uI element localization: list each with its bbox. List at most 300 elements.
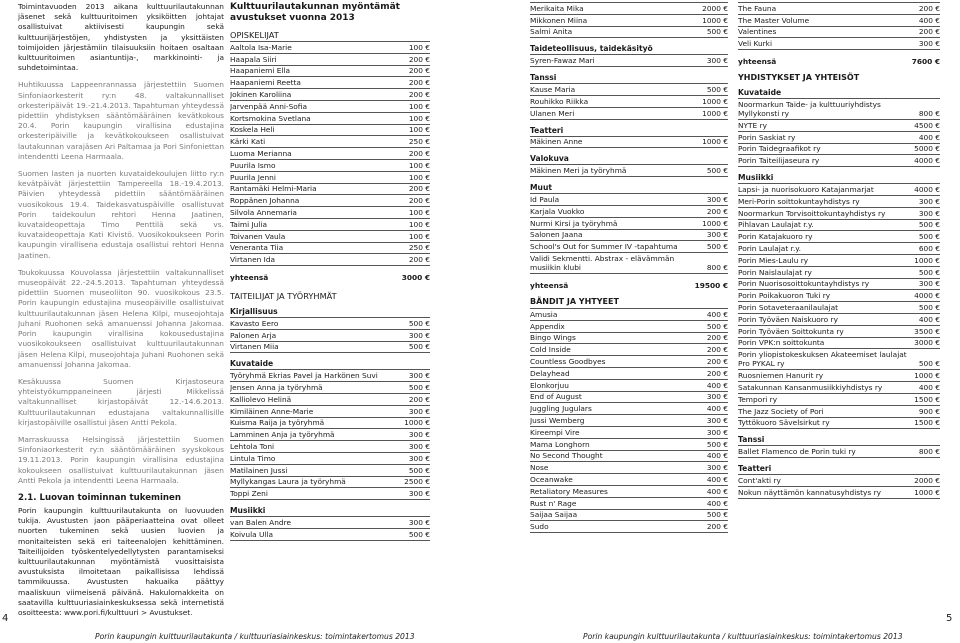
list-item (230, 318, 430, 330)
list-item (230, 406, 430, 418)
list-item (738, 406, 940, 418)
recipient-name: Id Paula (530, 194, 560, 204)
bandit-list (530, 308, 728, 533)
recipient-name: Koskela Heli (230, 125, 275, 135)
grant-amount: 400 € (918, 382, 940, 392)
list-item (530, 392, 728, 404)
subcat-muut: Muut (530, 183, 552, 193)
list-item (230, 113, 430, 125)
grant-amount: 1000 € (702, 218, 728, 228)
list-item (530, 84, 728, 96)
recipient-name: Porin yliopistokeskuksen Akateemiset laulajat Pro PYKAL ry (738, 350, 907, 369)
grant-amount: 100 € (408, 101, 430, 111)
recipient-name: Valentines (738, 27, 777, 37)
paragraph: Huhtikuussa Lappeenrannassa järjestettiin Suomen Sinfoniaorkesterit ry:n 48. valtakunnalliset orkesteripäivät 19.-21.4.2013. Tapahtuman yhteydessä pidettiin yhdistyksen sääntömääräinen kevätkokous 20.4. Porin kaupungin virallisina edustajina orkesteripäiville ja kevätkokoukseen osallistuivat lautakunnan varajäsen Ari Paltamaa ja Pori Sinfoniettan intendentti Leena Harmaala. (18, 80, 224, 161)
recipient-name: Porin VPK:n soittokunta (738, 338, 825, 348)
list-item (738, 267, 940, 279)
recipient-name: Puurila Ismo (230, 160, 276, 170)
grant-amount: 500 € (706, 439, 728, 449)
list-item (230, 54, 430, 66)
tanssi-yhd-list (738, 445, 940, 458)
recipient-name: Nose (530, 463, 549, 473)
taiteilijat-total (530, 280, 728, 291)
grant-amount: 400 € (918, 15, 940, 25)
grant-amount: 400 € (706, 486, 728, 496)
recipient-name: Kavasto Eero (230, 318, 279, 328)
grant-amount: 4000 € (914, 291, 940, 301)
recipient-name: Matilainen Jussi (230, 465, 288, 475)
list-item (530, 55, 728, 67)
grant-amount: 400 € (706, 309, 728, 319)
list-item (230, 42, 430, 54)
recipient-name: The Master Volume (738, 15, 810, 25)
grant-amount: 200 € (408, 78, 430, 88)
recipient-name: Toppi Zeni (230, 489, 268, 499)
total-amount: 3000 € (401, 272, 430, 282)
grant-amount: 500 € (918, 232, 940, 242)
grant-amount: 100 € (408, 42, 430, 52)
recipient-name: Kireempi Vire (530, 427, 580, 437)
category-bandit: BÄNDIT JA YHTYEET (530, 296, 619, 306)
grant-amount: 100 € (408, 219, 430, 229)
category-opiskelijat: OPISKELIJAT (230, 30, 279, 40)
recipient-name: Virtanen Miia (230, 342, 279, 352)
list-item (230, 172, 430, 184)
grant-amount: 500 € (706, 510, 728, 520)
total-label: yhteensä (230, 272, 269, 282)
list-item (738, 208, 940, 220)
list-item (530, 108, 728, 120)
grant-amount: 1000 € (702, 15, 728, 25)
recipient-name: Toivanen Vaula (230, 231, 286, 241)
list-item (230, 517, 430, 529)
grant-amount: 300 € (706, 230, 728, 240)
subcat-teatteri: Teatteri (530, 125, 564, 135)
list-item (530, 521, 728, 533)
recipient-name: Lamminen Anja ja työryhmä (230, 430, 335, 440)
grant-amount: 1500 € (914, 418, 940, 428)
list-item (530, 309, 728, 321)
grant-amount: 300 € (918, 196, 940, 206)
list-item (230, 330, 430, 342)
grant-amount: 200 € (918, 27, 940, 37)
recipient-name: Rust n' Rage (530, 498, 577, 508)
grant-amount: 100 € (408, 160, 430, 170)
recipient-name: Nokun näyttämön kannatusyhdistys ry (738, 487, 882, 497)
teatteri-yhd-list (738, 474, 940, 499)
list-item (230, 342, 430, 354)
grant-amount: 200 € (706, 345, 728, 355)
subcat-teatteri-yhd: Teatteri (738, 464, 772, 474)
grant-amount: 200 € (408, 255, 430, 265)
list-item (230, 207, 430, 219)
grant-amount: 300 € (408, 371, 430, 381)
kuvataide-list (230, 369, 430, 500)
recipient-name: Oceanwake (530, 474, 573, 484)
recipient-name: Kuisma Raija ja työryhmä (230, 418, 325, 428)
grant-amount: 300 € (706, 415, 728, 425)
grant-amount: 300 € (918, 208, 940, 218)
grant-amount: 200 € (706, 356, 728, 366)
grant-amount: 500 € (408, 318, 430, 328)
recipient-name: Virtanen Ida (230, 255, 276, 265)
grant-amount: 3000 € (914, 338, 940, 348)
list-item (738, 231, 940, 243)
grant-amount: 800 € (918, 447, 940, 457)
recipient-name: Karjala Vuokko (530, 206, 585, 216)
grant-amount: 400 € (706, 380, 728, 390)
grant-amount: 400 € (706, 474, 728, 484)
valokuva-list (530, 164, 728, 177)
list-item (230, 441, 430, 453)
grant-amount: 500 € (706, 166, 728, 176)
grant-amount: 4000 € (914, 184, 940, 194)
page-number-right: 5 (946, 613, 953, 624)
total-amount: 19500 € (694, 280, 728, 290)
grant-amount: 300 € (706, 463, 728, 473)
list-item (530, 241, 728, 253)
grant-amount: 300 € (706, 56, 728, 66)
list-item (230, 382, 430, 394)
subcat-musiikki-yhd: Musiikki (738, 173, 774, 183)
list-item (738, 302, 940, 314)
recipient-name: Ruosniemen Hanurit ry (738, 371, 824, 381)
column-3 (530, 2, 728, 533)
list-item (230, 453, 430, 465)
list-item (738, 155, 940, 167)
grant-amount: 300 € (706, 392, 728, 402)
recipient-name: Appendix (530, 321, 565, 331)
list-item (230, 477, 430, 489)
grant-amount: 1000 € (702, 108, 728, 118)
recipient-name: Koivula Ulla (230, 529, 274, 539)
list-item (230, 195, 430, 207)
recipient-name: Noormarkun Torvisoittokuntayhdistys ry (738, 208, 886, 218)
grant-amount: 300 € (408, 406, 430, 416)
page-number-left: 4 (2, 613, 9, 624)
grant-amount: 1000 € (914, 255, 940, 265)
list-item (530, 439, 728, 451)
paragraph: Marraskuussa Helsingissä järjestettiin Suomen Sinfoniaorkesterit ry:n sääntömääräinen syyskokous 19.11.2013. Porin kaupungin virallisina edustajina kokoukseen osallistuivat kulttuurilautakunnan jäsen Antti Pekola ja intendentti Leena Harmaala. (18, 434, 224, 485)
list-item (738, 279, 940, 291)
grant-amount: 1000 € (702, 137, 728, 147)
recipient-name: Rouhikko Riikka (530, 96, 589, 106)
list-item (738, 290, 940, 302)
recipient-name: Porin Taidegraafikot ry (738, 144, 821, 154)
recipient-name: Porin Työväen Naiskuoro ry (738, 314, 838, 324)
list-item (230, 370, 430, 382)
list-item (230, 488, 430, 500)
grant-amount: 600 € (918, 243, 940, 253)
list-item (530, 451, 728, 463)
list-item (738, 487, 940, 499)
list-item (530, 206, 728, 218)
list-item (230, 89, 430, 101)
list-item (530, 3, 728, 15)
recipient-name: Lintula Timo (230, 453, 276, 463)
list-item (530, 510, 728, 522)
list-item (230, 184, 430, 196)
muut-list (530, 193, 728, 274)
column-4 (738, 2, 940, 499)
recipient-name: Cont'akti ry (738, 475, 781, 485)
grant-amount: 500 € (706, 321, 728, 331)
list-item (738, 338, 940, 350)
taideteollisuus-list (530, 54, 728, 67)
list-item (230, 231, 430, 243)
recipient-name: Salonen Jaana (530, 230, 583, 240)
grant-amount: 800 € (918, 108, 940, 118)
grant-amount: 300 € (918, 279, 940, 289)
recipient-name: Roppänen Johanna (230, 196, 300, 206)
grant-amount: 100 € (408, 125, 430, 135)
list-item (738, 418, 940, 430)
section-text: Porin kaupungin kulttuurilautakunta on luovuuden tukija. Avustusten jaon pääperiaatteina ovat olleet nuorten tukeminen sekä uusien luovien ja monitaiteisten sekä eri taiteenalojen kehittäminen. Taiteilijoiden työskentelyedellytysten parantamiseksi kulttuurilautakunnan myöntämistä vuosittaisista avustuksista ilmoitetaan paikallisissa lehdissä tammikuussa. Avustusten hakuaika päättyy maaliskuun viimeisenä päivänä. Hakulomakkeita on saatavilla kulttuuriasiainkeskuksessa sekä internetistä osoitteesta: www.pori.fi/kulttuuri > Avustukset. (18, 505, 224, 617)
recipient-name: Validi Sekmentti. Abstrax - elävämmän musiikin klubi (530, 253, 675, 273)
list-item (230, 243, 430, 255)
recipient-name: Satakunnan Kansanmusiikkiyhdistys ry (738, 382, 883, 392)
list-item (530, 253, 728, 274)
recipient-name: Veneranta Tiia (230, 243, 284, 253)
recipient-name: Jussi Wemberg (530, 415, 585, 425)
recipient-name: Cold Inside (530, 345, 571, 355)
grant-amount: 200 € (918, 3, 940, 13)
list-item (230, 254, 430, 266)
recipient-name: Lapsi- ja nuorisokuoro Katajanmarjat (738, 184, 874, 194)
list-item (738, 314, 940, 326)
recipient-name: Delayhead (530, 368, 570, 378)
paragraph: Kesäkuussa Suomen Kirjastoseura yhteistyökumppaneineen järjesti Mikkelissä valtakunnalliset kirjastopäivät 12.-14.6.2013. Kulttuurilautakunnan edustajana valtakunnallisille kirjastopäiville osallistui jäsen Antti Pekola. (18, 376, 224, 427)
subcat-taideteollisuus: Taideteollisuus, taidekäsityö (530, 44, 653, 54)
subcat-tanssi-yhd: Tanssi (738, 435, 765, 445)
grant-amount: 300 € (408, 489, 430, 499)
grant-amount: 250 € (408, 243, 430, 253)
list-item (738, 3, 940, 15)
recipient-name: Kortsmokina Svetlana (230, 113, 311, 123)
list-item (530, 96, 728, 108)
recipient-name: Kalliolevo Helinä (230, 394, 292, 404)
grant-amount: 500 € (918, 267, 940, 277)
recipient-name: Pihlavan Laulajat r.y. (738, 220, 814, 230)
recipient-name: School's Out for Summer IV -tapahtuma (530, 242, 678, 252)
recipient-name: No Second Thought (530, 451, 603, 461)
grant-amount: 500 € (408, 529, 430, 539)
list-item (738, 475, 940, 487)
grant-amount: 200 € (706, 368, 728, 378)
grant-amount: 400 € (706, 498, 728, 508)
recipient-name: Syren-Fawaz Mari (530, 56, 595, 66)
grant-amount: 1500 € (914, 394, 940, 404)
grant-amount: 2000 € (702, 3, 728, 13)
grant-amount: 500 € (918, 302, 940, 312)
footer-right: Porin kaupungin kulttuurilautakunta / kulttuuriasiainkeskus: toimintakertomus 2013 (583, 632, 903, 641)
list-item (530, 194, 728, 206)
recipient-name: Palonen Arja (230, 330, 277, 340)
list-item (230, 429, 430, 441)
recipient-name: Haapala Siiri (230, 54, 277, 64)
musiikki-list (230, 516, 430, 541)
list-item (230, 219, 430, 231)
list-item (230, 160, 430, 172)
recipient-name: Merikaita Mika (530, 3, 584, 13)
list-item (230, 148, 430, 160)
section-title: 2.1. Luovan toiminnan tukeminen (18, 492, 181, 503)
recipient-name: Lehtola Toni (230, 441, 275, 451)
grant-amount: 500 € (918, 359, 940, 369)
recipient-name: Juggling Jugulars (530, 404, 592, 414)
list-item (738, 27, 940, 39)
recipient-name: Countless Goodbyes (530, 356, 606, 366)
list-item (738, 255, 940, 267)
list-item (530, 462, 728, 474)
musiikki-cont-list (530, 2, 728, 38)
recipient-name: Mäkinen Anne (530, 137, 583, 147)
column-1 (18, 2, 224, 625)
grant-amount: 1000 € (914, 371, 940, 381)
list-item (230, 66, 430, 78)
grant-amount: 200 € (408, 89, 430, 99)
subcat-kuvataide-yhd: Kuvataide (738, 87, 782, 97)
paragraph: Toukokuussa Kouvolassa järjestettiin valtakunnalliset museopäivät 22.-24.5.2013. Tapahtuman yhteydessä pidettiin Suomen museoliiton 90. vuosikokous 23.5. Porin kaupungin edustajina museopäiville osallistuivat kulttuurilautakunnan jäsen Helena Kilpi, museojohtaja Juhani Ruohonen sekä amanuenssi Johanna Jakomaa. Porin kaupungin virallisina kokousedustajina vuosikokoukseen osallistuivat kulttuurilautakunnan jäsen Helena Kilpi, museojohtaja Juhani Ruohonen sekä amanuenssi Johanna Jakomaa. (18, 267, 224, 369)
recipient-name: Tempori ry (738, 394, 778, 404)
recipient-name: Ballet Flamenco de Porin tuki ry (738, 447, 856, 457)
subcat-kuvataide: Kuvataide (230, 359, 274, 369)
grant-amount: 1000 € (404, 418, 430, 428)
subcat-musiikki: Musiikki (230, 506, 266, 516)
list-item (530, 165, 728, 177)
recipient-name: Jokinen Karoliina (230, 89, 292, 99)
grant-amount: 500 € (918, 220, 940, 230)
list-item (738, 326, 940, 338)
grant-amount: 300 € (408, 430, 430, 440)
grant-amount: 300 € (408, 453, 430, 463)
grant-amount: 200 € (408, 54, 430, 64)
recipient-name: Porin Saskiat ry (738, 132, 796, 142)
grant-amount: 300 € (706, 427, 728, 437)
recipient-name: Kimiläinen Anne-Marie (230, 406, 314, 416)
list-item (530, 344, 728, 356)
list-item (530, 368, 728, 380)
recipient-name: Noormarkun Taide- ja kulttuuriyhdistys Myllykonsti ry (738, 99, 881, 118)
list-item (530, 321, 728, 333)
list-item (738, 349, 940, 370)
recipient-name: Elonkorjuu (530, 380, 569, 390)
grant-amount: 4500 € (914, 120, 940, 130)
recipient-name: Puurila Jenni (230, 172, 276, 182)
list-item (230, 101, 430, 113)
list-item (738, 446, 940, 458)
recipient-name: Kärki Kati (230, 137, 266, 147)
recipient-name: Mäkinen Meri ja työryhmä (530, 166, 627, 176)
grant-amount: 800 € (706, 263, 728, 273)
grant-amount: 300 € (706, 194, 728, 204)
grant-amount: 2500 € (404, 477, 430, 487)
recipient-name: Veli Kurki (738, 39, 773, 49)
list-item (230, 465, 430, 477)
grant-amount: 500 € (706, 84, 728, 94)
recipient-name: Porin Poikakuoron Tuki ry (738, 291, 831, 301)
recipient-name: Porin Taiteilijaseura ry (738, 156, 820, 166)
recipient-name: Retaliatory Measures (530, 486, 608, 496)
recipient-name: NYTE ry (738, 120, 767, 130)
grant-amount: 400 € (706, 451, 728, 461)
recipient-name: Rantamäki Helmi-Maria (230, 184, 317, 194)
recipient-name: Taimi Julia (230, 219, 267, 229)
grant-amount: 100 € (408, 172, 430, 182)
grant-amount: 100 € (408, 231, 430, 241)
grant-amount: 500 € (706, 27, 728, 37)
list-item (738, 38, 940, 50)
list-item (230, 418, 430, 430)
grant-amount: 400 € (706, 404, 728, 414)
grant-amount: 200 € (706, 333, 728, 343)
list-item (530, 230, 728, 242)
tanssi-list (530, 83, 728, 119)
total-amount: 7600 € (911, 56, 940, 66)
grant-amount: 400 € (918, 132, 940, 142)
list-item (530, 486, 728, 498)
recipient-name: Porin Työväen Soittokunta ry (738, 326, 844, 336)
grant-amount: 500 € (408, 382, 430, 392)
recipient-name: Porin Sotaveteraanilaulajat (738, 302, 839, 312)
recipient-name: Mikkonen Miina (530, 15, 588, 25)
list-item (738, 120, 940, 132)
list-item (530, 356, 728, 368)
list-item (738, 196, 940, 208)
grants-title: Kulttuurilautakunnan myöntämät avustukset vuonna 2013 (230, 2, 400, 23)
grant-amount: 500 € (706, 242, 728, 252)
grant-amount: 200 € (408, 184, 430, 194)
list-item (738, 382, 940, 394)
grant-amount: 4000 € (914, 156, 940, 166)
list-item (530, 27, 728, 39)
list-item (530, 403, 728, 415)
list-item (530, 137, 728, 149)
subcat-valokuva: Valokuva (530, 154, 569, 164)
list-item (738, 243, 940, 255)
list-item (230, 125, 430, 137)
grant-amount: 3500 € (914, 326, 940, 336)
teatteri-list (530, 136, 728, 149)
paragraph: Suomen lasten ja nuorten kuvataidekoulujen liitto ry:n kevätpäivät järjestettiin Tampereella 18.-19.4.2013. Päivien yhteydessä pidettiin sääntömääräinen vuosikokous 19.4. Taidekasvatuspäiville osallistuvat Porin taidekoulun rehtori Henna Jaatinen, kuvataideopettaja Timo Penttilä sekä vs. kuvataideopettaja Kati Kivistö. Vuosikokoukseen Porin kaupungin virallisena edustaja osallistui rehtori Henna Jaatinen. (18, 169, 224, 260)
recipient-name: Bingo Wings (530, 333, 576, 343)
grant-amount: 200 € (408, 196, 430, 206)
recipient-name: Porin Laulajat r.y. (738, 243, 801, 253)
grant-amount: 200 € (408, 66, 430, 76)
recipient-name: Työryhmä Ekrias Pavel ja Harkönen Suvi (230, 371, 378, 381)
recipient-name: Meri-Porin soittokuntayhdistys ry (738, 196, 860, 206)
grant-amount: 2000 € (914, 475, 940, 485)
recipient-name: Luoma Merianna (230, 148, 292, 158)
musiikki-yhd-list (738, 183, 940, 429)
grant-amount: 250 € (408, 137, 430, 147)
list-item (738, 144, 940, 156)
recipient-name: Kause Maria (530, 84, 576, 94)
recipient-name: Ulanen Meri (530, 108, 575, 118)
list-item (530, 498, 728, 510)
grant-amount: 5000 € (914, 144, 940, 154)
list-item (530, 427, 728, 439)
recipient-name: Porin Naislaulajat ry (738, 267, 812, 277)
kuvataide-yhd-list (738, 98, 940, 167)
recipient-name: Haapaniemi Reetta (230, 78, 301, 88)
grant-amount: 500 € (408, 342, 430, 352)
recipient-name: Myllykangas Laura ja työryhmä (230, 477, 346, 487)
list-item (530, 15, 728, 27)
opiskelijat-total (230, 272, 430, 283)
bandit-total (738, 56, 940, 67)
grant-amount: 100 € (408, 113, 430, 123)
